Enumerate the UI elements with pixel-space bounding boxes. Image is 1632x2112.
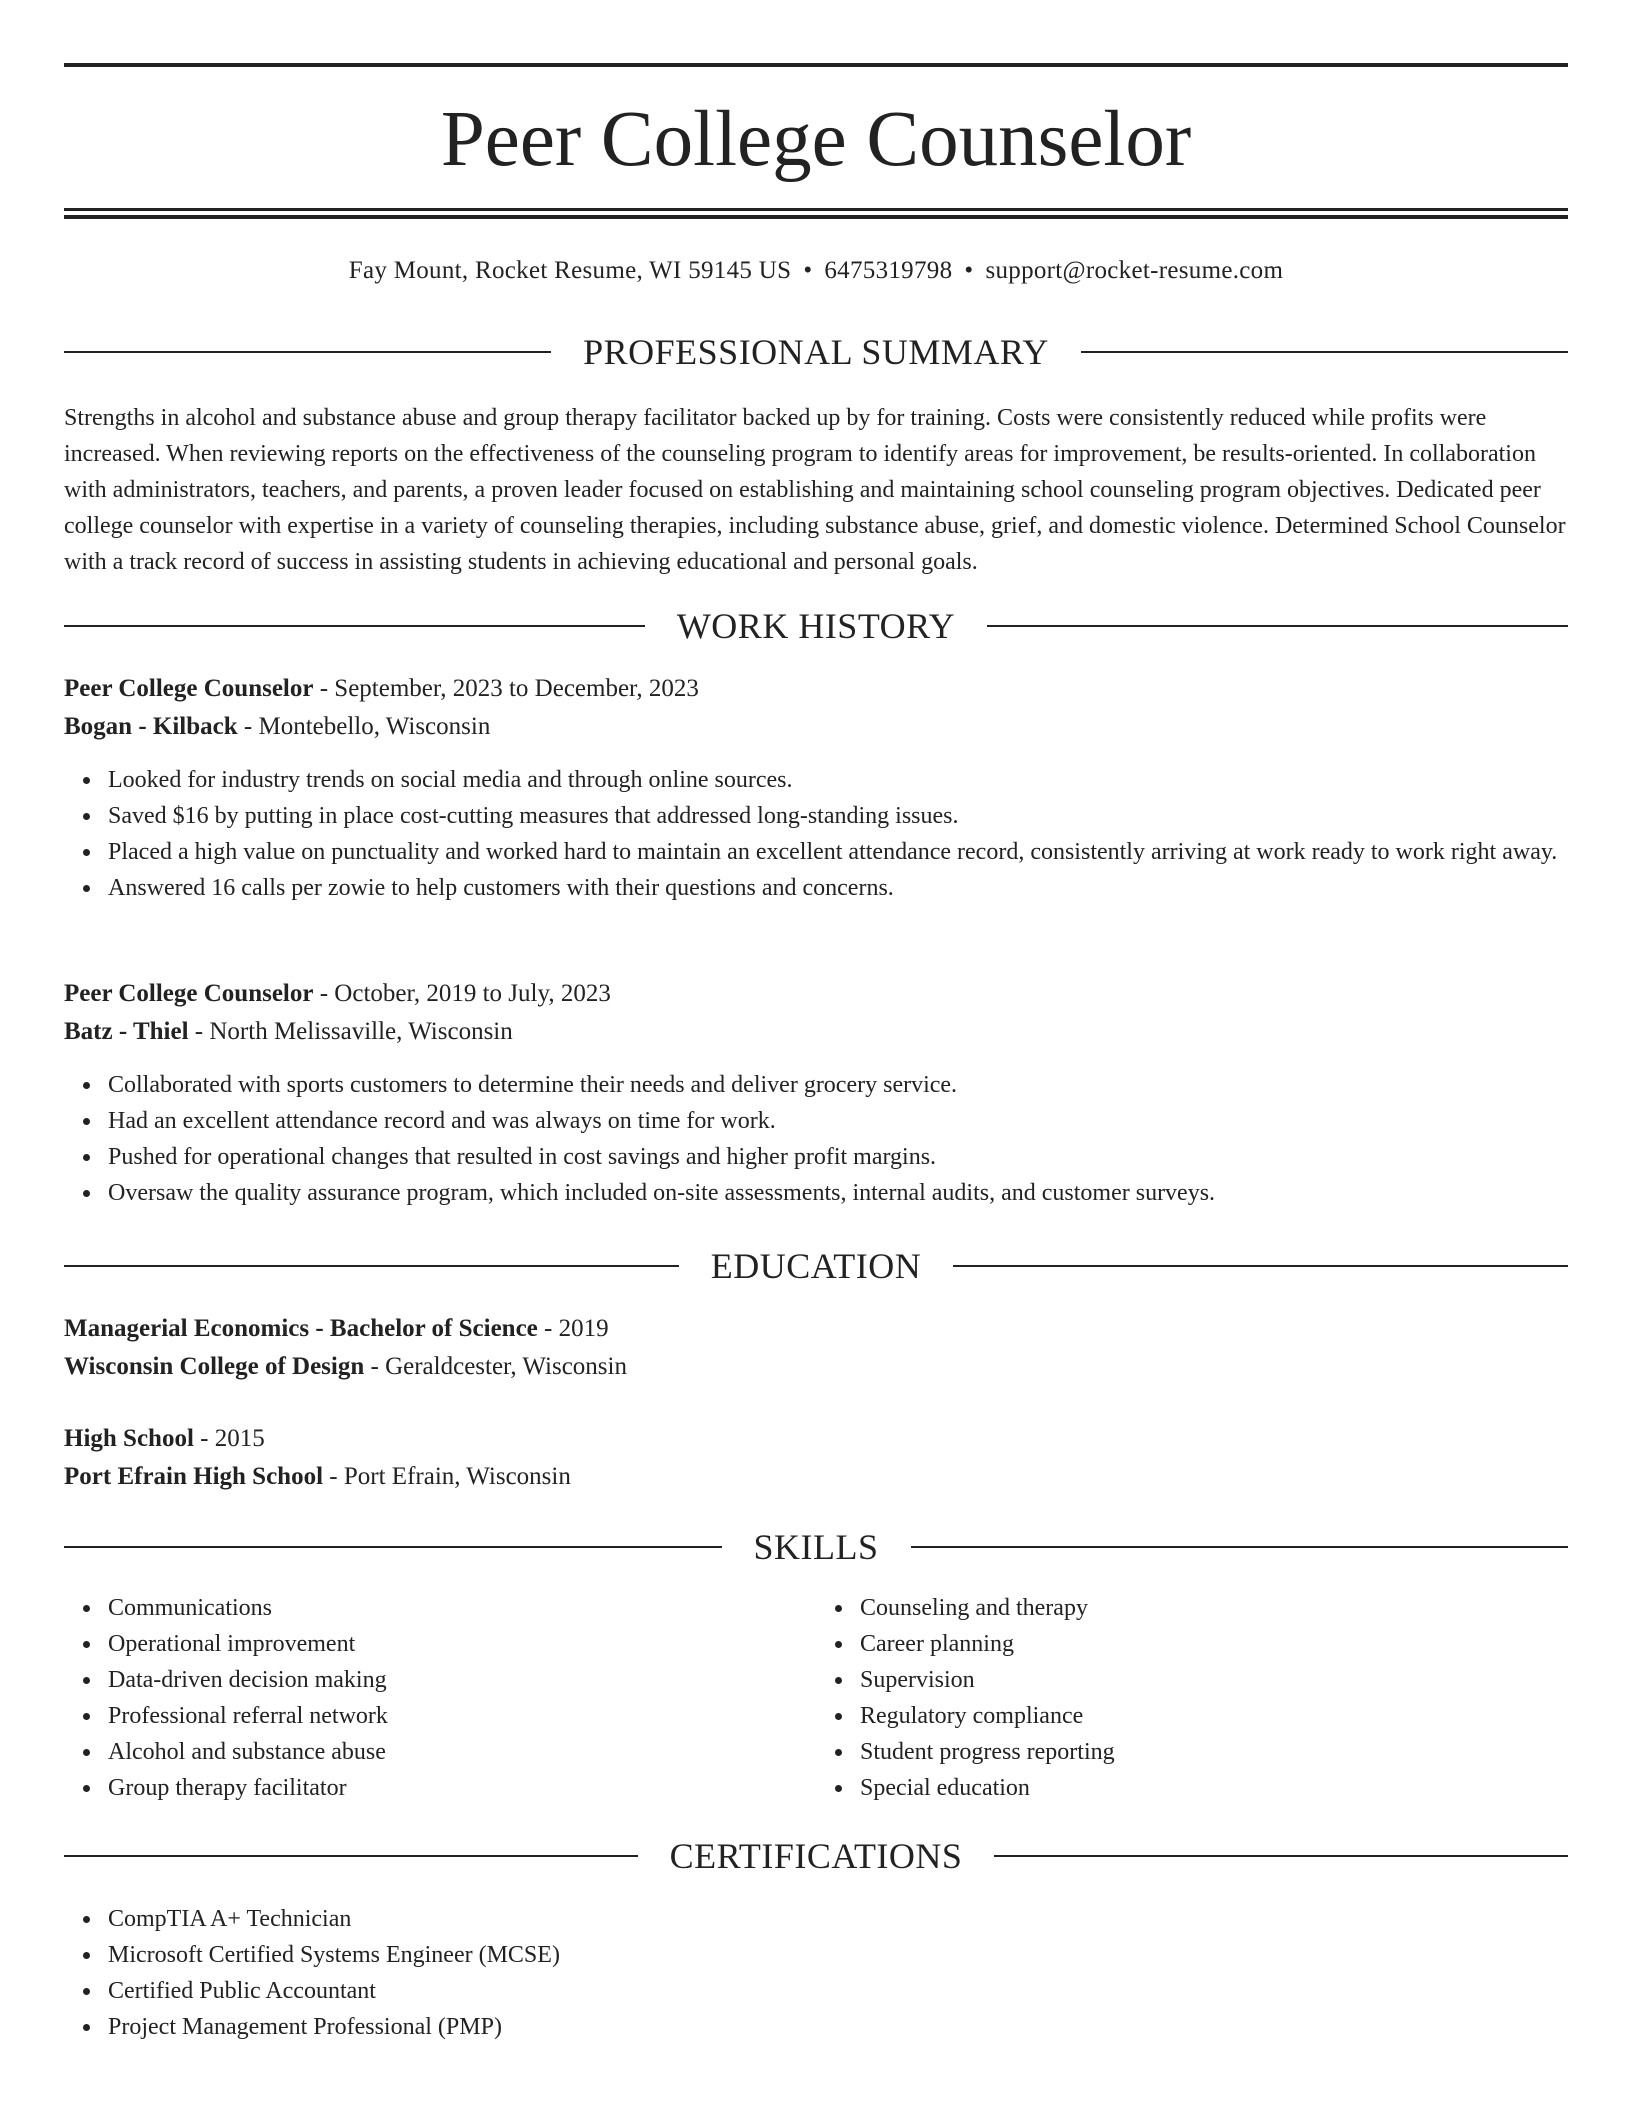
- skills-column-left: [64, 1590, 816, 1806]
- education-location: - Port Efrain, Wisconsin: [329, 1463, 571, 1490]
- education-degree: Managerial Economics - Bachelor of Science: [64, 1315, 538, 1342]
- job-company-line: [64, 708, 1568, 746]
- heading-rule: [64, 351, 551, 353]
- skill-item: Professional referral network: [108, 1698, 816, 1734]
- skill-item: Supervision: [860, 1662, 1568, 1698]
- skill-item: Special education: [860, 1770, 1568, 1806]
- contact-address: Fay Mount, Rocket Resume, WI 59145 US: [348, 257, 792, 284]
- contact-line: [64, 254, 1568, 288]
- certification-item: CompTIA A+ Technician: [108, 1901, 1568, 1937]
- certification-bullets: [64, 1901, 1568, 2045]
- heading-rule: [1081, 351, 1568, 353]
- section-heading-education: [64, 1246, 1568, 1286]
- education-school-line: [64, 1348, 1568, 1386]
- job-title: Peer College Counselor: [64, 980, 314, 1007]
- skills-column-right: [816, 1590, 1568, 1806]
- list-item: Oversaw the quality assurance program, which included on-site assessments, internal audits, and customer surveys.: [108, 1175, 1568, 1211]
- education-year: - 2019: [544, 1315, 609, 1342]
- contact-separator: •: [803, 257, 813, 284]
- job-dates: - September, 2023 to December, 2023: [319, 675, 699, 702]
- education-entry: [64, 1420, 1568, 1496]
- contact-email[interactable]: support@rocket-resume.com: [985, 257, 1284, 284]
- education-school: Port Efrain High School: [64, 1463, 324, 1490]
- contact-separator: •: [964, 257, 974, 284]
- education-degree-line: [64, 1420, 1568, 1458]
- job-location: - Montebello, Wisconsin: [243, 713, 491, 740]
- job-entry: [64, 670, 1568, 906]
- heading-rule: [64, 1546, 722, 1548]
- job-company-line: [64, 1013, 1568, 1051]
- heading-rule: [987, 625, 1568, 627]
- education-year: - 2015: [200, 1425, 265, 1452]
- list-item: Pushed for operational changes that resulted in cost savings and higher profit margins.: [108, 1139, 1568, 1175]
- certification-item: Certified Public Accountant: [108, 1973, 1568, 2009]
- list-item: Answered 16 calls per zowie to help customers with their questions and concerns.: [108, 870, 1568, 906]
- education-school: Wisconsin College of Design: [64, 1353, 365, 1380]
- education-location: - Geraldcester, Wisconsin: [370, 1353, 627, 1380]
- section-title: SKILLS: [753, 1527, 879, 1567]
- skill-item: Communications: [108, 1590, 816, 1626]
- list-item: Saved $16 by putting in place cost-cutting measures that addressed long-standing issues.: [108, 798, 1568, 834]
- education-school-line: [64, 1458, 1568, 1496]
- job-company: Batz - Thiel: [64, 1018, 189, 1045]
- skill-item: Career planning: [860, 1626, 1568, 1662]
- job-bullets: [64, 1067, 1568, 1211]
- job-title-line: [64, 670, 1568, 708]
- contact-phone[interactable]: 6475319798: [824, 257, 953, 284]
- top-rule: [64, 63, 1568, 67]
- list-item: Collaborated with sports customers to determine their needs and deliver grocery service.: [108, 1067, 1568, 1103]
- skill-item: Regulatory compliance: [860, 1698, 1568, 1734]
- heading-rule: [994, 1855, 1568, 1857]
- job-title: Peer College Counselor: [64, 675, 314, 702]
- title-double-rule: [64, 208, 1568, 219]
- job-location: - North Melissaville, Wisconsin: [194, 1018, 513, 1045]
- education-entry: [64, 1310, 1568, 1386]
- skill-item: Counseling and therapy: [860, 1590, 1568, 1626]
- resume-title: Peer College Counselor: [440, 96, 1192, 183]
- section-heading-summary: [64, 332, 1568, 372]
- list-item: Looked for industry trends on social media and through online sources.: [108, 762, 1568, 798]
- skill-item: Data-driven decision making: [108, 1662, 816, 1698]
- heading-rule: [64, 1265, 679, 1267]
- job-company: Bogan - Kilback: [64, 713, 238, 740]
- job-dates: - October, 2019 to July, 2023: [319, 980, 611, 1007]
- section-heading-work: [64, 606, 1568, 646]
- certification-item: Microsoft Certified Systems Engineer (MCSE): [108, 1937, 1568, 1973]
- section-heading-certifications: [64, 1836, 1568, 1876]
- section-title: CERTIFICATIONS: [669, 1836, 963, 1876]
- education-degree: High School: [64, 1425, 194, 1452]
- skill-item: Student progress reporting: [860, 1734, 1568, 1770]
- skills-list: [64, 1590, 1568, 1806]
- skill-item: Alcohol and substance abuse: [108, 1734, 816, 1770]
- education-degree-line: [64, 1310, 1568, 1348]
- certification-item: Project Management Professional (PMP): [108, 2009, 1568, 2045]
- skill-item: Operational improvement: [108, 1626, 816, 1662]
- section-heading-skills: [64, 1527, 1568, 1567]
- professional-summary: Strengths in alcohol and substance abuse and group therapy facilitator backed up by for training. Costs were consistently reduced while profits were increased. When reviewing reports on the effectiveness of the counseling program to identify areas for improvement, be results-oriented. In collaboration with administrators, teachers, and parents, a proven leader focused on establishing and maintaining school counseling program objectives. Dedicated peer college counselor with expertise in a variety of counseling therapies, including substance abuse, grief, and domestic violence. Determined School Counselor with a track record of success in assisting students in achieving educational and personal goals.: [64, 405, 1566, 575]
- heading-rule: [953, 1265, 1568, 1267]
- list-item: Had an excellent attendance record and was always on time for work.: [108, 1103, 1568, 1139]
- job-title-line: [64, 975, 1568, 1013]
- job-entry: [64, 975, 1568, 1211]
- certifications-list: [64, 1901, 1568, 2045]
- section-title: PROFESSIONAL SUMMARY: [583, 332, 1049, 372]
- section-title: EDUCATION: [710, 1246, 922, 1286]
- section-title: WORK HISTORY: [676, 606, 956, 646]
- job-bullets: [64, 762, 1568, 906]
- list-item: Placed a high value on punctuality and worked hard to maintain an excellent attendance record, consistently arriving at work ready to work right away.: [108, 834, 1568, 870]
- heading-rule: [911, 1546, 1569, 1548]
- skill-item: Group therapy facilitator: [108, 1770, 816, 1806]
- heading-rule: [64, 625, 645, 627]
- heading-rule: [64, 1855, 638, 1857]
